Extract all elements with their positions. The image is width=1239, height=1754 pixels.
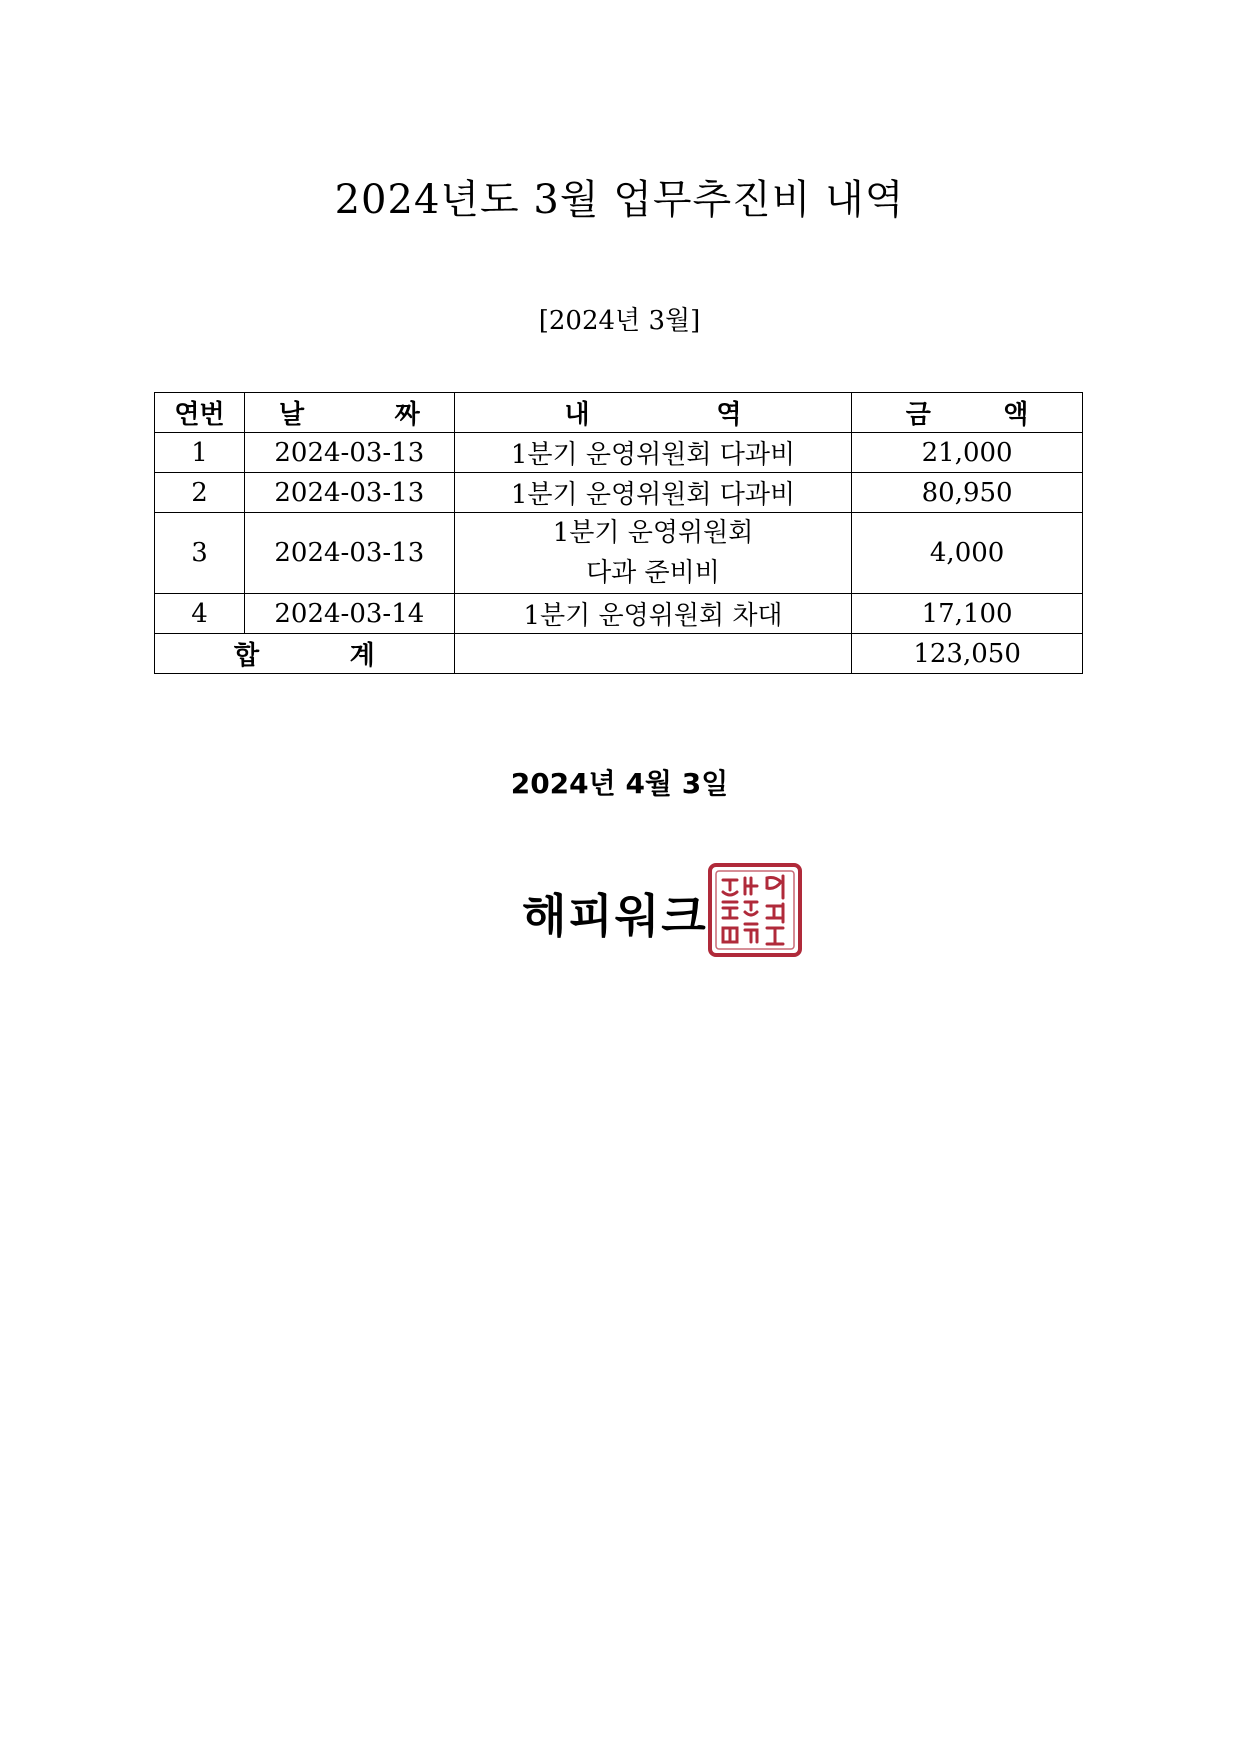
cell-amount: 4,000 bbox=[852, 513, 1083, 594]
cell-no: 3 bbox=[155, 513, 245, 594]
table-row bbox=[155, 594, 1083, 634]
cell-description: 1분기 운영위원회 다과 준비비 bbox=[454, 513, 851, 594]
cell-no: 4 bbox=[155, 594, 245, 634]
cell-date: 2024-03-13 bbox=[244, 473, 454, 513]
cell-amount: 17,100 bbox=[852, 594, 1083, 634]
total-amount: 123,050 bbox=[852, 634, 1083, 674]
table-total-row bbox=[155, 634, 1083, 674]
cell-description: 1분기 운영위원회 다과비 bbox=[454, 433, 851, 473]
header-amount: 금 액 bbox=[852, 393, 1083, 433]
cell-no: 1 bbox=[155, 433, 245, 473]
header-no: 연번 bbox=[155, 393, 245, 433]
cell-description: 1분기 운영위원회 차대 bbox=[454, 594, 851, 634]
cell-description: 1분기 운영위원회 다과비 bbox=[454, 473, 851, 513]
company-seal-icon bbox=[707, 862, 803, 958]
cell-date: 2024-03-13 bbox=[244, 513, 454, 594]
table-row bbox=[155, 433, 1083, 473]
table-row bbox=[155, 473, 1083, 513]
period-label: [2024년 3월] bbox=[538, 306, 701, 336]
table-header-row bbox=[155, 393, 1083, 433]
cell-amount: 21,000 bbox=[852, 433, 1083, 473]
cell-date: 2024-03-14 bbox=[244, 594, 454, 634]
document-title: 2024년도 3월 업무추진비 내역 bbox=[334, 177, 905, 223]
header-description: 내 역 bbox=[454, 393, 851, 433]
cell-date: 2024-03-13 bbox=[244, 433, 454, 473]
cell-no: 2 bbox=[155, 473, 245, 513]
total-label: 합 계 bbox=[155, 634, 455, 674]
table-row bbox=[155, 513, 1083, 594]
company-name: 해피워크 bbox=[522, 889, 708, 943]
cell-amount: 80,950 bbox=[852, 473, 1083, 513]
issue-date: 2024년 4월 3일 bbox=[510, 767, 729, 800]
total-description bbox=[454, 634, 851, 674]
header-date: 날 짜 bbox=[244, 393, 454, 433]
expense-table bbox=[154, 392, 1083, 674]
